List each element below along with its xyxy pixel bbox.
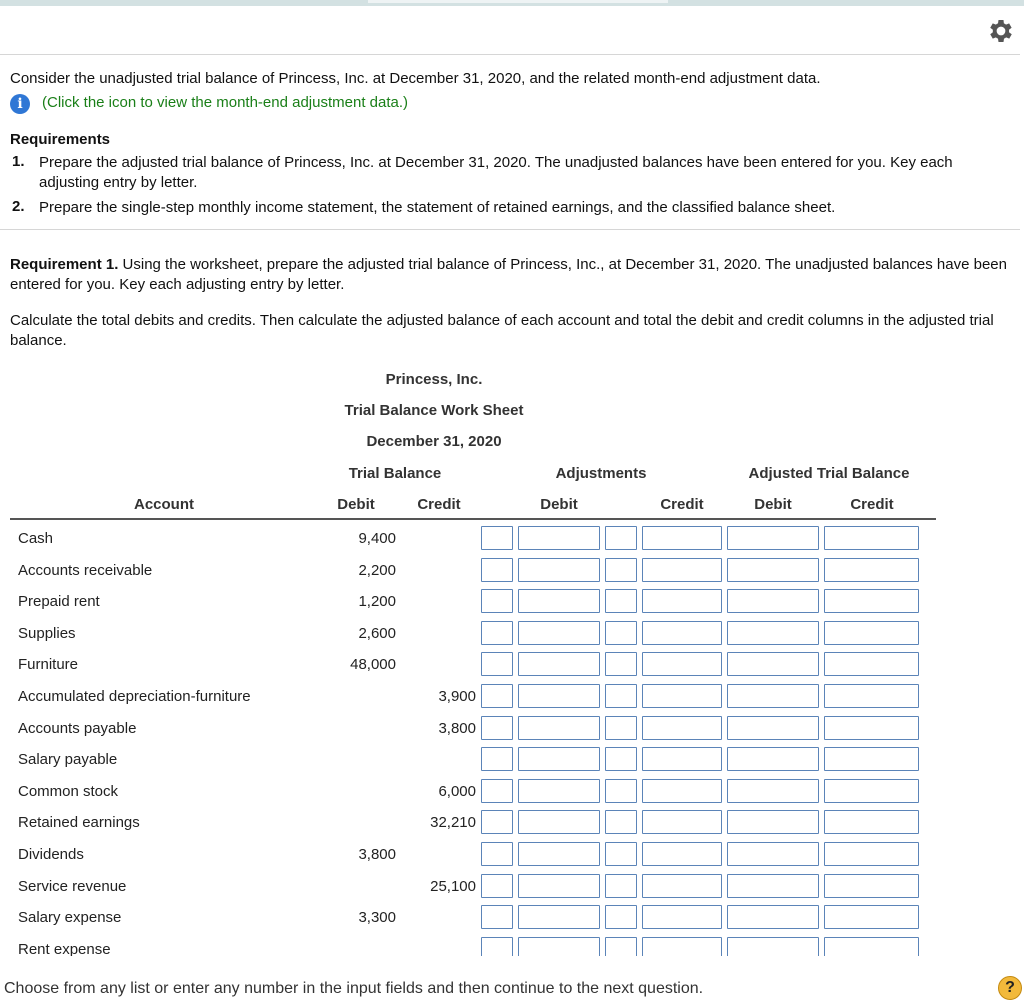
atb-debit-input[interactable] (727, 716, 819, 740)
adj-debit-amount-input[interactable] (518, 652, 600, 676)
atb-credit-input[interactable] (824, 810, 919, 834)
adj-credit-letter-select[interactable] (605, 558, 637, 582)
adj-credit-amount-input[interactable] (642, 810, 722, 834)
tb-credit-value: 32,210 (430, 814, 476, 832)
adj-credit-letter-select[interactable] (605, 810, 637, 834)
account-name: Salary expense (18, 909, 122, 927)
requirement-1-text (10, 255, 1010, 295)
account-name: Furniture (18, 656, 79, 674)
atb-debit-input[interactable] (727, 589, 819, 613)
adj-debit-amount-input[interactable] (518, 779, 600, 803)
table-row (0, 617, 1024, 649)
adj-debit-letter-select[interactable] (481, 905, 513, 929)
atb-credit-input[interactable] (824, 684, 919, 708)
atb-credit-input[interactable] (824, 937, 919, 956)
adj-debit-letter-select[interactable] (481, 684, 513, 708)
calculate-instructions: Calculate the total debits and credits. Then calculate the adjusted balance of each account and total the debit and credit columns in the adjusted trial balance. (10, 312, 994, 349)
adj-debit-letter-select[interactable] (481, 526, 513, 550)
adj-debit-letter-select[interactable] (481, 937, 513, 956)
adj-debit-amount-input[interactable] (518, 526, 600, 550)
adj-credit-letter-select[interactable] (605, 652, 637, 676)
company-name: Princess, Inc. (385, 371, 483, 388)
divider (0, 229, 1020, 230)
info-icon[interactable]: i (10, 94, 30, 114)
adj-debit-amount-input[interactable] (518, 842, 600, 866)
adj-credit-letter-select[interactable] (605, 526, 637, 550)
account-name: Cash (18, 530, 54, 547)
atb-credit-input[interactable] (824, 716, 919, 740)
adj-debit-letter-select[interactable] (481, 842, 513, 866)
adj-credit-amount-input[interactable] (642, 684, 722, 708)
adj-credit-amount-input[interactable] (642, 558, 722, 582)
atb-credit-header: Credit (850, 496, 894, 513)
adj-credit-amount-input[interactable] (642, 589, 722, 613)
table-row (0, 901, 1024, 933)
adj-debit-letter-select[interactable] (481, 652, 513, 676)
tb-debit-value: 1,200 (358, 593, 396, 611)
adj-credit-letter-select[interactable] (605, 621, 637, 645)
tb-credit-header: Credit (417, 496, 461, 513)
account-name: Supplies (18, 624, 76, 642)
atb-debit-input[interactable] (727, 779, 819, 803)
adj-credit-amount-input[interactable] (642, 747, 722, 771)
tb-credit-value: 6,000 (438, 782, 476, 800)
atb-credit-input[interactable] (824, 747, 919, 771)
intro-text: Consider the unadjusted trial balance of Princess, Inc. at December 31, 2020, and the related month-end adjustment data. (10, 70, 821, 87)
account-name: Accounts receivable (18, 561, 153, 579)
atb-debit-input[interactable] (727, 905, 819, 929)
tb-debit-header: Debit (337, 496, 375, 513)
adj-credit-letter-select[interactable] (605, 905, 637, 929)
adj-debit-amount-input[interactable] (518, 558, 600, 582)
atb-debit-input[interactable] (727, 684, 819, 708)
requirement-1-label: Requirement 1. (10, 256, 119, 273)
requirement-text: Prepare the adjusted trial balance of Princess, Inc. at December 31, 2020. The unadjusted balances have been entered for you. Key each adjusting entry by letter. (39, 154, 953, 191)
table-row (0, 838, 1024, 870)
atb-debit-input[interactable] (727, 842, 819, 866)
adj-credit-amount-input[interactable] (642, 716, 722, 740)
atb-credit-input[interactable] (824, 526, 919, 550)
account-name: Common stock (18, 782, 119, 800)
atb-debit-input[interactable] (727, 652, 819, 676)
table-row (0, 712, 1024, 744)
atb-credit-input[interactable] (824, 558, 919, 582)
atb-debit-header: Debit (754, 496, 792, 513)
account-name: Accounts payable (18, 719, 137, 737)
adj-debit-amount-input[interactable] (518, 937, 600, 956)
atb-credit-input[interactable] (824, 905, 919, 929)
adj-credit-amount-input[interactable] (642, 621, 722, 645)
table-row (0, 554, 1024, 586)
tb-credit-value: 3,800 (438, 719, 476, 737)
account-name: Rent expense (18, 940, 111, 956)
atb-credit-input[interactable] (824, 589, 919, 613)
adj-debit-amount-input[interactable] (518, 589, 600, 613)
adj-debit-letter-select[interactable] (481, 589, 513, 613)
adj-debit-amount-input[interactable] (518, 747, 600, 771)
adj-debit-letter-select[interactable] (481, 621, 513, 645)
trial-balance-header: Trial Balance (348, 465, 442, 482)
account-name: Prepaid rent (18, 593, 100, 611)
atb-credit-input[interactable] (824, 621, 919, 645)
tb-debit-value: 3,300 (358, 909, 396, 927)
adj-debit-amount-input[interactable] (518, 905, 600, 929)
account-name: Accumulated depreciation-furniture (18, 688, 251, 705)
tb-credit-value: 25,100 (430, 877, 476, 895)
tb-debit-value: 48,000 (350, 656, 396, 674)
worksheet-date: December 31, 2020 (366, 433, 502, 450)
table-row (0, 648, 1024, 680)
adj-credit-amount-input[interactable] (642, 526, 722, 550)
account-name: Salary payable (18, 751, 118, 769)
adj-debit-header: Debit (540, 496, 578, 513)
atb-debit-input[interactable] (727, 747, 819, 771)
atb-debit-input[interactable] (727, 558, 819, 582)
adj-debit-letter-select[interactable] (481, 779, 513, 803)
adj-debit-amount-input[interactable] (518, 684, 600, 708)
adj-credit-letter-select[interactable] (605, 589, 637, 613)
tb-credit-value: 3,900 (438, 688, 476, 705)
adj-debit-letter-select[interactable] (481, 810, 513, 834)
account-column-header: Account (134, 496, 194, 513)
adj-credit-letter-select[interactable] (605, 937, 637, 956)
atb-debit-input[interactable] (727, 621, 819, 645)
gear-icon[interactable] (986, 16, 1016, 46)
adj-credit-amount-input[interactable] (642, 874, 722, 898)
help-icon[interactable]: ? (998, 976, 1022, 1000)
atb-debit-input[interactable] (727, 526, 819, 550)
adj-credit-amount-input[interactable] (642, 652, 722, 676)
table-row (0, 522, 1024, 554)
adj-debit-letter-select[interactable] (481, 716, 513, 740)
account-name: Retained earnings (18, 814, 140, 832)
requirement-number: 1. (12, 153, 25, 170)
adj-credit-letter-select[interactable] (605, 747, 637, 771)
atb-credit-input[interactable] (824, 842, 919, 866)
adj-debit-amount-input[interactable] (518, 810, 600, 834)
adjusted-trial-balance-header: Adjusted Trial Balance (748, 465, 910, 482)
atb-debit-input[interactable] (727, 874, 819, 898)
requirement-number: 2. (12, 198, 25, 215)
worksheet-table (0, 520, 1024, 956)
table-row (0, 806, 1024, 838)
tb-debit-value: 9,400 (358, 530, 396, 547)
atb-credit-input[interactable] (824, 874, 919, 898)
adj-credit-letter-select[interactable] (605, 874, 637, 898)
tb-debit-value: 3,800 (358, 846, 396, 863)
top-tab (368, 0, 668, 3)
requirement-1-body: Using the worksheet, prepare the adjusted trial balance of Princess, Inc., at December 31, 2020. The unadjusted balances have been entered for you. Key each adjusting entry by letter. (10, 256, 1007, 293)
worksheet-title: Trial Balance Work Sheet (344, 402, 524, 419)
requirements-title: Requirements (10, 131, 111, 148)
divider (0, 54, 1020, 55)
atb-debit-input[interactable] (727, 937, 819, 956)
atb-credit-input[interactable] (824, 779, 919, 803)
adj-debit-amount-input[interactable] (518, 621, 600, 645)
table-row (0, 933, 1024, 956)
table-row (0, 680, 1024, 712)
table-row (0, 585, 1024, 617)
adj-debit-amount-input[interactable] (518, 716, 600, 740)
adj-credit-letter-select[interactable] (605, 842, 637, 866)
top-bar (0, 0, 1024, 6)
adj-credit-letter-select[interactable] (605, 779, 637, 803)
table-row (0, 775, 1024, 807)
adj-credit-amount-input[interactable] (642, 937, 722, 956)
adj-debit-letter-select[interactable] (481, 874, 513, 898)
table-row (0, 870, 1024, 902)
account-name: Dividends (18, 846, 84, 863)
adj-credit-amount-input[interactable] (642, 779, 722, 803)
adj-credit-header: Credit (660, 496, 704, 513)
tb-debit-value: 2,600 (358, 624, 396, 642)
tb-debit-value: 2,200 (358, 561, 396, 579)
adjustment-data-link[interactable]: (Click the icon to view the month-end adjustment data.) (42, 94, 409, 111)
adj-credit-letter-select[interactable] (605, 716, 637, 740)
adj-debit-letter-select[interactable] (481, 747, 513, 771)
adj-credit-amount-input[interactable] (642, 905, 722, 929)
adj-credit-letter-select[interactable] (605, 684, 637, 708)
footer-instructions: Choose from any list or enter any number in the input fields and then continue to the next question. (4, 980, 704, 997)
atb-debit-input[interactable] (727, 810, 819, 834)
adj-debit-amount-input[interactable] (518, 874, 600, 898)
adj-debit-letter-select[interactable] (481, 558, 513, 582)
table-row (0, 743, 1024, 775)
account-name: Service revenue (18, 877, 127, 895)
adjustments-header: Adjustments (555, 465, 647, 482)
adj-credit-amount-input[interactable] (642, 842, 722, 866)
requirement-text: Prepare the single-step monthly income statement, the statement of retained earnings, and the classified balance sheet. (39, 199, 836, 216)
atb-credit-input[interactable] (824, 652, 919, 676)
